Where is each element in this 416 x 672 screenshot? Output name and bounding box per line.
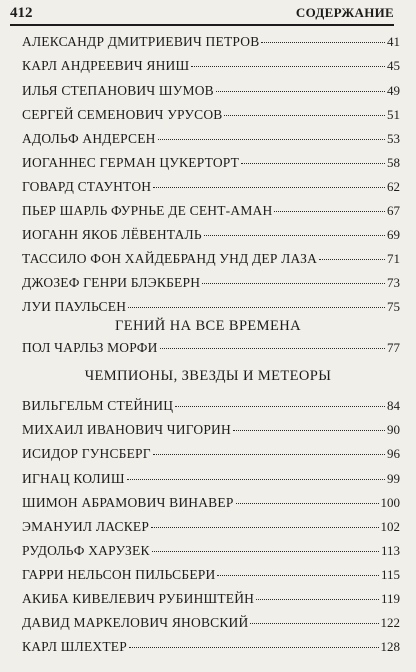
dot-leader [256,599,379,600]
dot-leader [261,42,385,43]
toc-entry-name: ЛУИ ПАУЛЬСЕН [22,299,127,314]
toc-entry-page: 100 [380,495,400,510]
toc-entry-name: СЕРГЕЙ СЕМЕНОВИЧ УРУСОВ [22,107,223,122]
dot-leader [204,235,385,236]
toc-entry [22,614,400,632]
toc-entry-name: ИСИДОР ГУНСБЕРГ [22,446,151,461]
toc-entry-page: 51 [387,107,400,122]
toc-entry-name: АДОЛЬФ АНДЕРСЕН [22,131,156,146]
dot-leader [151,527,378,528]
dot-leader [217,575,379,576]
toc-entry [22,274,400,292]
toc-entry [22,470,400,488]
toc-entry [22,33,400,51]
toc-entry-page: 75 [387,299,400,314]
toc-entry-name: КАРЛ ШЛЕХТЕР [22,639,127,654]
toc-entry-name: ИОГАНН ЯКОБ ЛЁВЕНТАЛЬ [22,227,202,242]
toc-entry-name: РУДОЛЬФ ХАРУЗЕК [22,543,150,558]
toc-entry-name: ПЬЕР ШАРЛЬ ФУРНЬЕ ДЕ СЕНТ-АМАН [22,203,273,218]
dot-leader [224,115,385,116]
toc-entry-page: 53 [387,131,400,146]
toc-entry [22,298,400,316]
toc-entry [22,445,400,463]
toc-entry-name: ДАВИД МАРКЕЛОВИЧ ЯНОВСКИЙ [22,615,249,630]
dot-leader [250,623,378,624]
dot-leader [274,211,385,212]
toc-entry [22,154,400,172]
section-heading-champions: ЧЕМПИОНЫ, ЗВЕЗДЫ И МЕТЕОРЫ [84,368,332,384]
toc-entry-name: ИГНАЦ КОЛИШ [22,471,125,486]
dot-leader [153,187,385,188]
toc-entry [22,226,400,244]
page-number: 412 [10,5,33,21]
toc-entry [22,82,400,100]
toc-entry-page: 115 [380,567,400,582]
toc-entry-page: 41 [387,34,400,49]
toc-entry [22,421,400,439]
dot-leader [158,139,385,140]
dot-leader [233,430,385,431]
toc-entry-name: КАРЛ АНДРЕЕВИЧ ЯНИШ [22,58,190,73]
dot-leader [152,551,379,552]
toc-entry-page: 49 [387,83,400,98]
dot-leader [216,91,385,92]
dot-leader [153,454,385,455]
toc-entry-page: 67 [387,203,400,218]
toc-entry-name: ЭМАНУИЛ ЛАСКЕР [22,519,150,534]
dot-leader [175,406,385,407]
toc-entry [22,590,400,608]
toc-entry [22,106,400,124]
toc-entry-page: 69 [387,227,400,242]
toc-entry-page: 99 [387,471,400,486]
dot-leader [241,163,385,164]
dot-leader [127,479,385,480]
toc-entry [22,57,400,75]
toc-entry-page: 58 [387,155,400,170]
dot-leader [191,66,385,67]
toc-entry-page: 119 [380,591,400,606]
toc-entry-name: ИЛЬЯ СТЕПАНОВИЧ ШУМОВ [22,83,214,98]
toc-entry-page: 90 [387,422,400,437]
toc-entry-name: ГОВАРД СТАУНТОН [22,179,152,194]
toc-entry-page: 62 [387,179,400,194]
toc-entry [22,494,400,512]
toc-entry-page: 73 [387,275,400,290]
toc-entry [22,250,400,268]
toc-entry-page: 77 [387,340,400,355]
dot-leader [160,348,385,349]
toc-entry-name: ГАРРИ НЕЛЬСОН ПИЛЬСБЕРИ [22,567,216,582]
toc-entry [22,518,400,536]
toc-entry-name: ПОЛ ЧАРЛЬЗ МОРФИ [22,340,158,355]
toc-entry-name: АЛЕКСАНДР ДМИТРИЕВИЧ ПЕТРОВ [22,34,260,49]
toc-entry-page: 122 [380,615,400,630]
toc-entry-name: ШИМОН АБРАМОВИЧ ВИНАВЕР [22,495,234,510]
toc-entry-name: ВИЛЬГЕЛЬМ СТЕЙНИЦ [22,398,174,413]
dot-leader [236,503,379,504]
toc-entry-page: 128 [380,639,400,654]
dot-leader [202,283,385,284]
dot-leader [129,647,379,648]
dot-leader [128,307,385,308]
toc-entry [22,638,400,656]
toc-entry-page: 71 [387,251,400,266]
toc-entry-name: АКИБА КИВЕЛЕВИЧ РУБИНШТЕЙН [22,591,255,606]
toc-entry [22,178,400,196]
toc-entry [22,566,400,584]
section-heading-genius: ГЕНИЙ НА ВСЕ ВРЕМЕНА [115,318,301,334]
toc-entry-page: 96 [387,446,400,461]
toc-entry-page: 84 [387,398,400,413]
toc-entry [22,130,400,148]
toc-entry-page: 113 [380,543,400,558]
toc-entry [22,339,400,357]
toc-entry [22,542,400,560]
toc-entry-page: 102 [380,519,400,534]
toc-entry-name: МИХАИЛ ИВАНОВИЧ ЧИГОРИН [22,422,231,437]
toc-entry-name: ДЖОЗЕФ ГЕНРИ БЛЭКБЕРН [22,275,201,290]
toc-entry [22,202,400,220]
toc-entry [22,397,400,415]
toc-entry-page: 45 [387,58,400,73]
toc-entry-name: ТАССИЛО ФОН ХАЙДЕБРАНД УНД ДЕР ЛАЗА [22,251,318,266]
running-title: СОДЕРЖАНИЕ [295,5,394,20]
toc-entry-name: ИОГАННЕС ГЕРМАН ЦУКЕРТОРТ [22,155,240,170]
dot-leader [319,259,385,260]
